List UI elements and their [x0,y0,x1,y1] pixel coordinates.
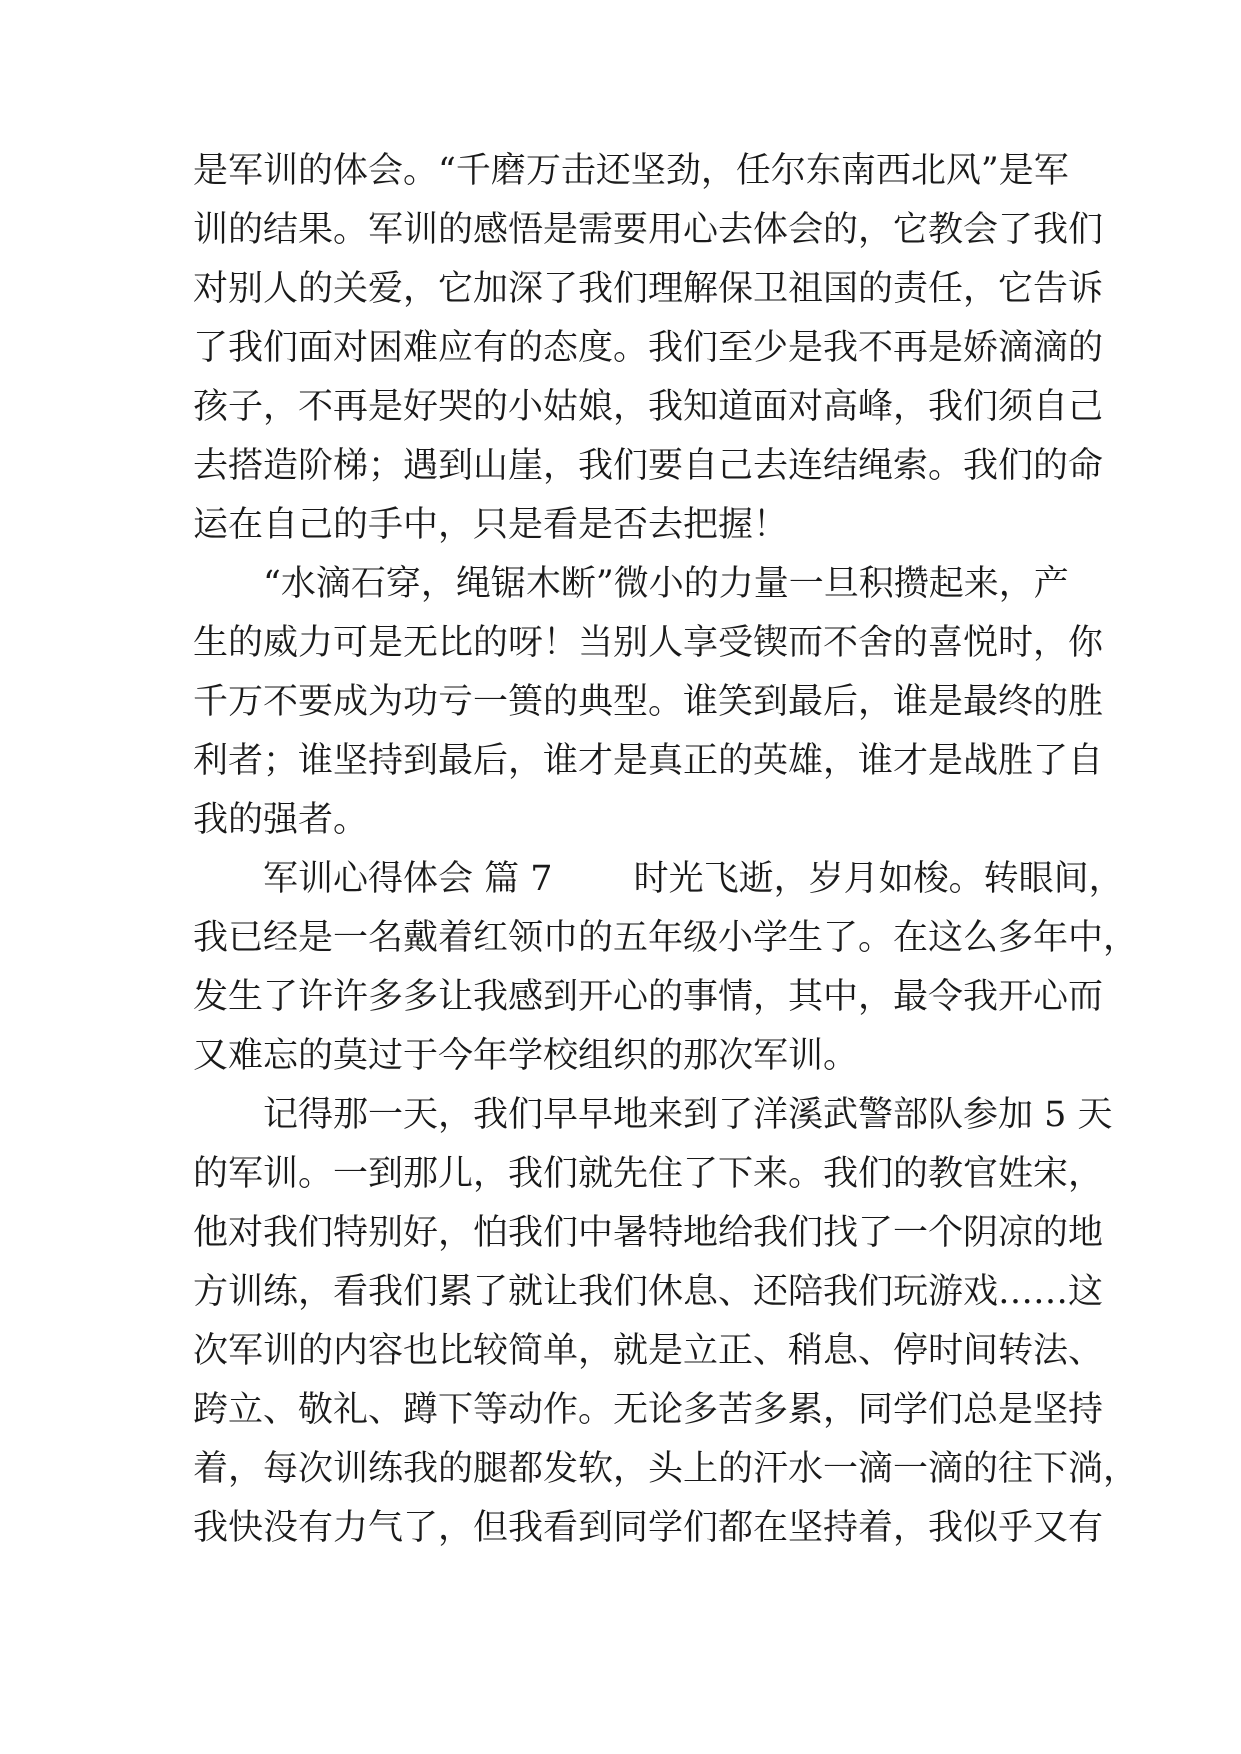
text-line: 的军训。一到那儿，我们就先住了下来。我们的教官姓宋， [193,1154,1104,1194]
text-line: 记得那一天，我们早早地来到了洋溪武警部队参加 5 天 [193,1095,1113,1135]
text-line: 是军训的体会。“千磨万击还坚劲，任尔东南西北风”是军 [193,151,1069,191]
document-body [193,142,1139,1558]
text-line: 着，每次训练我的腿都发软，头上的汗水一滴一滴的往下淌， [193,1449,1139,1489]
text-line: 我的强者。 [193,800,369,840]
text-line: 生的威力可是无比的呀！当别人享受锲而不舍的喜悦时，你 [193,623,1104,663]
text-line: 又难忘的莫过于今年学校组织的那次军训。 [193,1036,859,1076]
text-line: 他对我们特别好，怕我们中暑特地给我们找了一个阴凉的地 [193,1213,1104,1253]
text-line: 千万不要成为功亏一篑的典型。谁笑到最后，谁是最终的胜 [193,682,1104,722]
text-line: 了我们面对困难应有的态度。我们至少是我不再是娇滴滴的 [193,328,1104,368]
text-line: 跨立、敬礼、蹲下等动作。无论多苦多累，同学们总是坚持 [193,1390,1104,1430]
text-line: 我快没有力气了，但我看到同学们都在坚持着，我似乎又有 [193,1508,1104,1548]
text-line: 孩子，不再是好哭的小姑娘，我知道面对高峰，我们须自己 [193,387,1104,427]
text-line: 对别人的关爱，它加深了我们理解保卫祖国的责任，它告诉 [193,269,1104,309]
text-line: 训的结果。军训的感悟是需要用心去体会的，它教会了我们 [193,210,1104,250]
text-line: “水滴石穿，绳锯木断”微小的力量一旦积攒起来，产 [193,564,1069,604]
text-line: 利者；谁坚持到最后，谁才是真正的英雄，谁才是战胜了自 [193,741,1104,781]
text-line: 次军训的内容也比较简单，就是立正、稍息、停时间转法、 [193,1331,1104,1371]
text-line: 运在自己的手中，只是看是否去把握！ [193,505,789,545]
text-line: 去搭造阶梯；遇到山崖，我们要自己去连结绳索。我们的命 [193,446,1104,486]
text-line: 我已经是一名戴着红领巾的五年级小学生了。在这么多年中， [193,918,1139,958]
section-heading-line: 军训心得体会 篇 7 时光飞逝，岁月如梭。转眼间， [193,859,1124,899]
text-line: 方训练，看我们累了就让我们休息、还陪我们玩游戏……这 [193,1272,1104,1312]
text-line: 发生了许许多多让我感到开心的事情，其中，最令我开心而 [193,977,1104,1017]
